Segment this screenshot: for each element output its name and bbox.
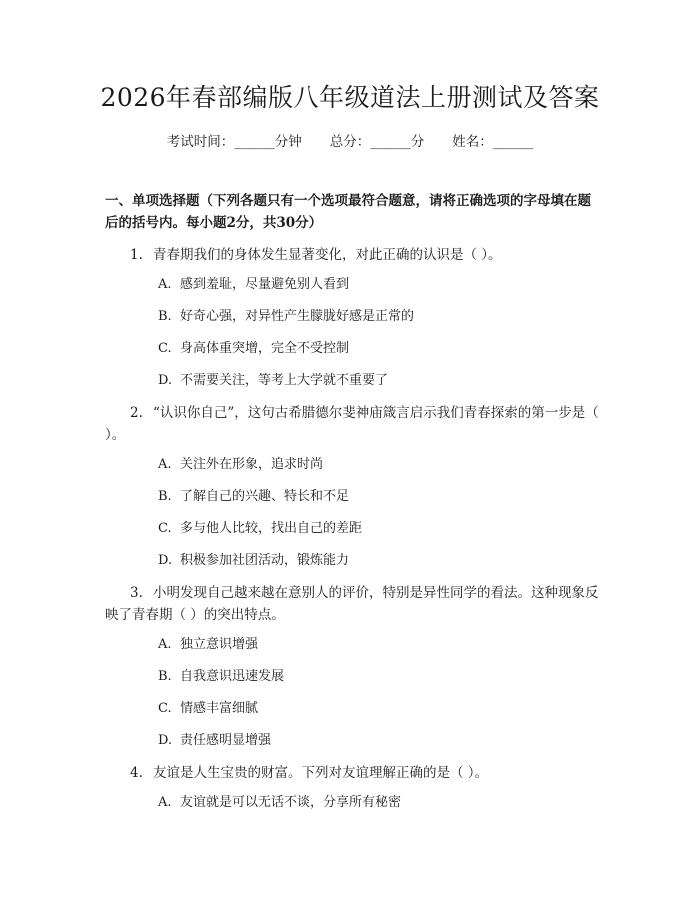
option-text: 独立意识增强 <box>180 637 259 652</box>
option-letter: C. <box>158 701 172 716</box>
option-text: 多与他人比较，找出自己的差距 <box>180 521 363 536</box>
section-heading: 一、单项选择题（下列各题只有一个选项最符合题意，请将正确选项的字母填在题后的括号内。每小题2分，共30分） <box>105 193 591 231</box>
option-letter: A. <box>158 457 172 472</box>
question-number: 4. <box>130 765 143 781</box>
page-title: 2026年春部编版八年级道法上册测试及答案 <box>100 83 600 112</box>
option-2d <box>158 551 598 571</box>
option-3a <box>158 635 598 655</box>
question-number: 3. <box>130 585 143 601</box>
option-text: 责任感明显增强 <box>180 733 272 748</box>
exam-meta <box>0 132 700 152</box>
option-text: 感到羞耻，尽量避免别人看到 <box>180 277 350 292</box>
question-2 <box>105 402 600 446</box>
option-letter: D. <box>158 373 173 388</box>
option-letter: A. <box>158 277 172 292</box>
question-3 <box>105 582 600 626</box>
question-number: 2. <box>130 405 143 421</box>
option-text: 自我意识迅速发展 <box>180 669 285 684</box>
option-text: 友谊就是可以无话不谈，分享所有秘密 <box>180 795 402 810</box>
option-text: 关注外在形象，追求时尚 <box>180 457 324 472</box>
question-number: 1. <box>130 247 143 263</box>
option-2c <box>158 519 598 539</box>
option-text: 不需要关注，等考上大学就不重要了 <box>180 373 389 388</box>
option-4a <box>158 793 598 813</box>
option-letter: C. <box>158 521 172 536</box>
option-1b <box>158 307 598 327</box>
option-1a <box>158 275 598 295</box>
option-letter: A. <box>158 795 172 810</box>
option-2b <box>158 487 598 507</box>
option-text: 情感丰富细腻 <box>180 701 259 716</box>
question-4 <box>105 762 600 784</box>
option-1c <box>158 339 598 359</box>
question-text: “认识你自己”，这句古希腊德尔斐神庙箴言启示我们青春探索的第一步是（ ）。 <box>105 405 599 443</box>
question-text: 小明发现自己越来越在意别人的评价，特别是异性同学的看法。这种现象反映了青春期（ ）的突出特点。 <box>105 585 599 623</box>
option-letter: D. <box>158 553 173 568</box>
question-text: 青春期我们的身体发生显著变化，对此正确的认识是（ ）。 <box>153 247 502 263</box>
option-letter: D. <box>158 733 173 748</box>
question-1 <box>105 244 600 266</box>
option-text: 了解自己的兴趣、特长和不足 <box>180 489 350 504</box>
option-letter: C. <box>158 341 172 356</box>
option-letter: B. <box>158 669 172 684</box>
exam-time-field: 考试时间：______分钟 <box>166 134 302 150</box>
option-letter: A. <box>158 637 172 652</box>
option-3b <box>158 667 598 687</box>
student-name-field: 姓名：______ <box>452 134 534 150</box>
option-text: 身高体重突增，完全不受控制 <box>180 341 350 356</box>
option-text: 好奇心强，对异性产生朦胧好感是正常的 <box>180 309 415 324</box>
option-letter: B. <box>158 489 172 504</box>
question-text: 友谊是人生宝贵的财富。下列对友谊理解正确的是（ ）。 <box>153 765 489 781</box>
option-3d <box>158 731 598 751</box>
option-text: 积极参加社团活动，锻炼能力 <box>180 553 350 568</box>
option-1d <box>158 371 598 391</box>
option-3c <box>158 699 598 719</box>
option-letter: B. <box>158 309 172 324</box>
option-2a <box>158 455 598 475</box>
total-score-field: 总分：______分 <box>329 134 425 150</box>
